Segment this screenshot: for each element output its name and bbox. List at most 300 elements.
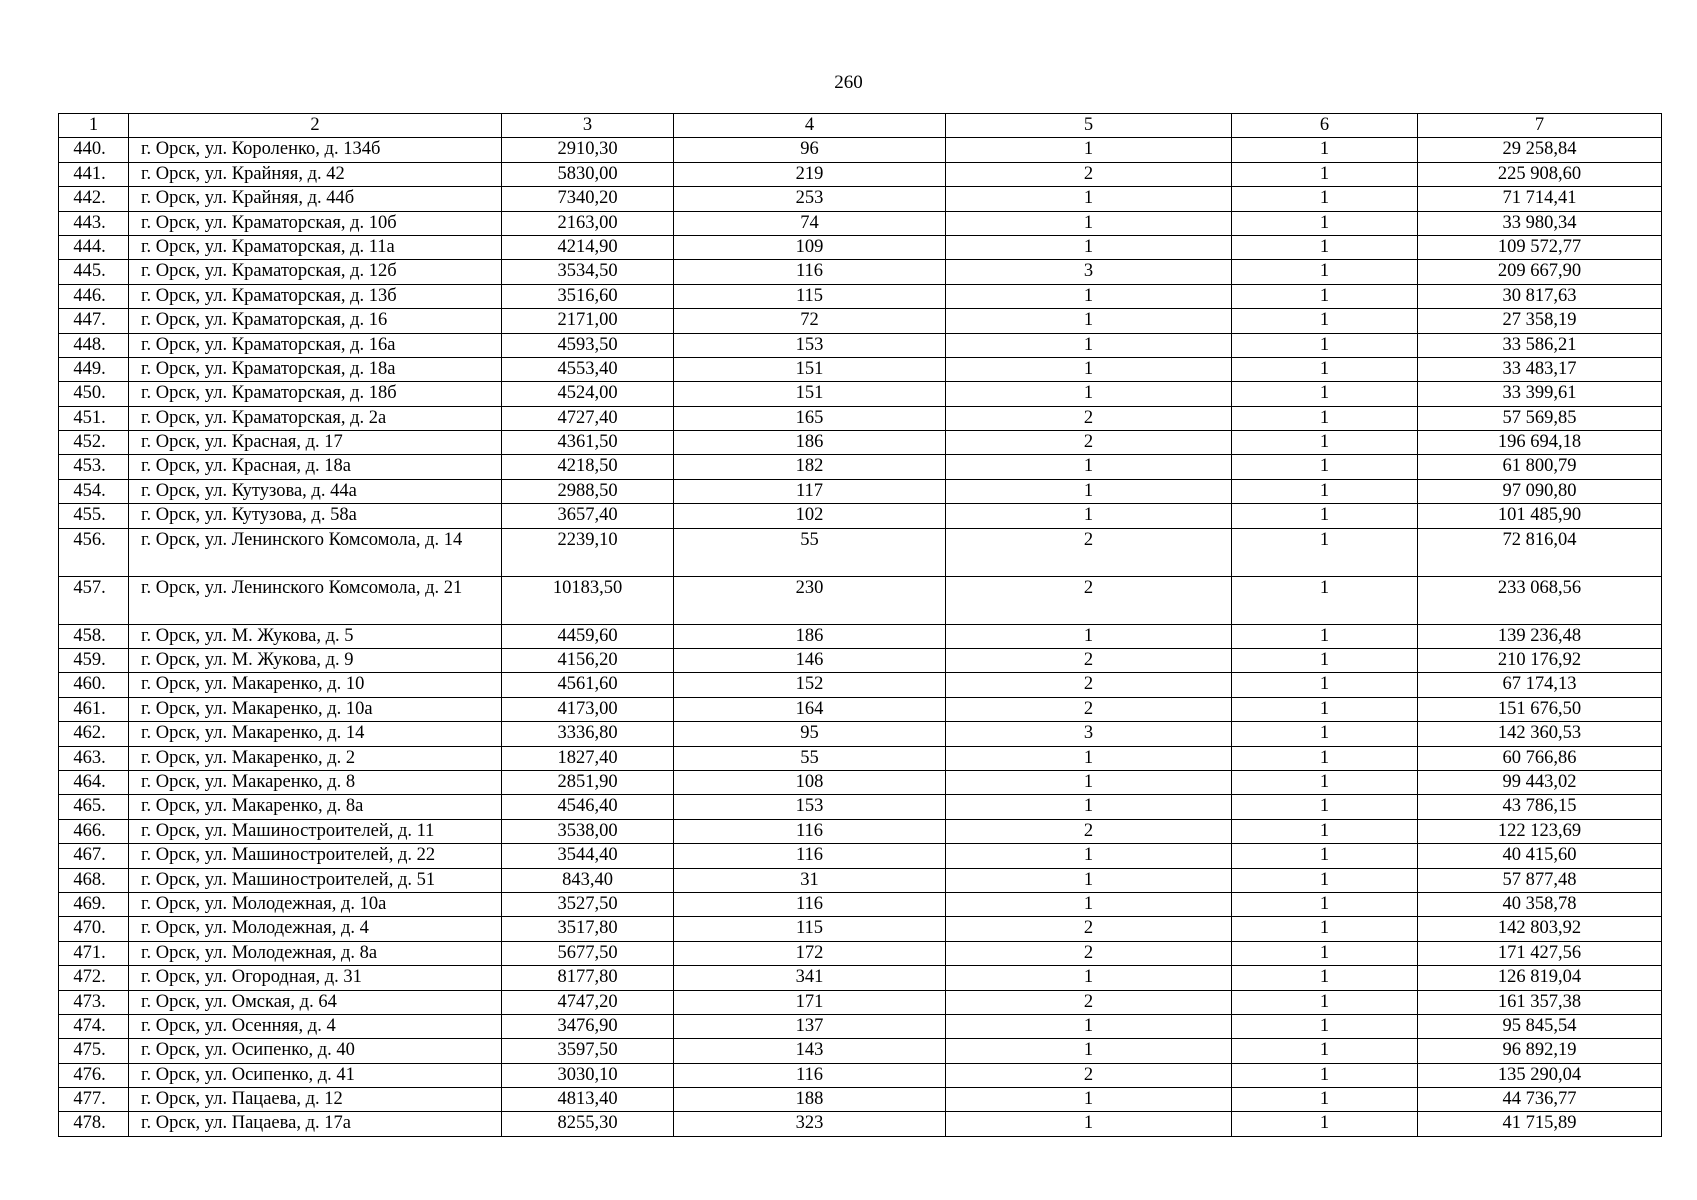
cell-count: 31 — [674, 868, 946, 892]
cell-address: г. Орск, ул. Краматорская, д. 10б — [129, 211, 502, 235]
cell-amount: 97 090,80 — [1418, 479, 1662, 503]
table-row — [59, 138, 1662, 162]
table-row — [59, 455, 1662, 479]
cell-value-5: 1 — [946, 746, 1232, 770]
cell-address: г. Орск, ул. Краматорская, д. 16 — [129, 309, 502, 333]
cell-value-6: 1 — [1232, 795, 1418, 819]
table-row — [59, 431, 1662, 455]
cell-row-index: 440. — [59, 138, 129, 162]
table-row — [59, 1039, 1662, 1063]
cell-value-6: 1 — [1232, 479, 1418, 503]
table-row — [59, 260, 1662, 284]
cell-area: 5830,00 — [502, 162, 674, 186]
cell-count: 152 — [674, 673, 946, 697]
cell-count: 74 — [674, 211, 946, 235]
cell-row-index: 451. — [59, 406, 129, 430]
table-row — [59, 406, 1662, 430]
cell-amount: 96 892,19 — [1418, 1039, 1662, 1063]
cell-value-6: 1 — [1232, 697, 1418, 721]
cell-amount: 41 715,89 — [1418, 1112, 1662, 1136]
cell-address: г. Орск, ул. Макаренко, д. 10а — [129, 697, 502, 721]
cell-area: 4214,90 — [502, 235, 674, 259]
table-row — [59, 941, 1662, 965]
table-row — [59, 284, 1662, 308]
table-row — [59, 528, 1662, 576]
cell-value-5: 1 — [946, 382, 1232, 406]
cell-count: 182 — [674, 455, 946, 479]
cell-amount: 151 676,50 — [1418, 697, 1662, 721]
cell-value-5: 2 — [946, 649, 1232, 673]
cell-row-index: 478. — [59, 1112, 129, 1136]
cell-count: 172 — [674, 941, 946, 965]
cell-area: 4173,00 — [502, 697, 674, 721]
cell-value-6: 1 — [1232, 819, 1418, 843]
table-row — [59, 1014, 1662, 1038]
cell-address: г. Орск, ул. Краматорская, д. 2а — [129, 406, 502, 430]
cell-amount: 29 258,84 — [1418, 138, 1662, 162]
cell-count: 151 — [674, 357, 946, 381]
cell-amount: 30 817,63 — [1418, 284, 1662, 308]
cell-row-index: 459. — [59, 649, 129, 673]
cell-value-5: 1 — [946, 211, 1232, 235]
cell-area: 4218,50 — [502, 455, 674, 479]
cell-value-6: 1 — [1232, 284, 1418, 308]
table-row — [59, 819, 1662, 843]
cell-address: г. Орск, ул. Машиностроителей, д. 11 — [129, 819, 502, 843]
column-header-6: 6 — [1232, 114, 1418, 138]
cell-row-index: 448. — [59, 333, 129, 357]
cell-count: 171 — [674, 990, 946, 1014]
table-row — [59, 211, 1662, 235]
cell-row-index: 466. — [59, 819, 129, 843]
table-row — [59, 892, 1662, 916]
cell-area: 3336,80 — [502, 722, 674, 746]
table-row — [59, 746, 1662, 770]
cell-row-index: 444. — [59, 235, 129, 259]
cell-count: 164 — [674, 697, 946, 721]
cell-amount: 95 845,54 — [1418, 1014, 1662, 1038]
table-row — [59, 624, 1662, 648]
cell-address: г. Орск, ул. Краматорская, д. 11а — [129, 235, 502, 259]
cell-row-index: 473. — [59, 990, 129, 1014]
cell-address: г. Орск, ул. Молодежная, д. 4 — [129, 917, 502, 941]
cell-count: 341 — [674, 966, 946, 990]
cell-address: г. Орск, ул. Машиностроителей, д. 22 — [129, 844, 502, 868]
cell-row-index: 443. — [59, 211, 129, 235]
cell-amount: 99 443,02 — [1418, 770, 1662, 794]
cell-address: г. Орск, ул. Крайняя, д. 44б — [129, 187, 502, 211]
cell-area: 5677,50 — [502, 941, 674, 965]
cell-value-6: 1 — [1232, 892, 1418, 916]
cell-value-6: 1 — [1232, 309, 1418, 333]
cell-value-5: 2 — [946, 576, 1232, 624]
cell-amount: 43 786,15 — [1418, 795, 1662, 819]
cell-amount: 209 667,90 — [1418, 260, 1662, 284]
cell-area: 7340,20 — [502, 187, 674, 211]
cell-value-5: 1 — [946, 868, 1232, 892]
cell-value-6: 1 — [1232, 844, 1418, 868]
cell-area: 4813,40 — [502, 1088, 674, 1112]
cell-value-5: 1 — [946, 795, 1232, 819]
cell-row-index: 442. — [59, 187, 129, 211]
table-row — [59, 1112, 1662, 1136]
table-row — [59, 235, 1662, 259]
table-row — [59, 917, 1662, 941]
column-header-1: 1 — [59, 114, 129, 138]
cell-count: 230 — [674, 576, 946, 624]
cell-row-index: 475. — [59, 1039, 129, 1063]
cell-value-6: 1 — [1232, 431, 1418, 455]
cell-value-5: 3 — [946, 722, 1232, 746]
cell-address: г. Орск, ул. Короленко, д. 134б — [129, 138, 502, 162]
cell-amount: 40 415,60 — [1418, 844, 1662, 868]
cell-value-6: 1 — [1232, 382, 1418, 406]
header-row — [59, 114, 1662, 138]
table-row — [59, 673, 1662, 697]
cell-amount: 233 068,56 — [1418, 576, 1662, 624]
cell-count: 153 — [674, 795, 946, 819]
cell-area: 3030,10 — [502, 1063, 674, 1087]
cell-value-5: 1 — [946, 187, 1232, 211]
cell-count: 137 — [674, 1014, 946, 1038]
cell-value-6: 1 — [1232, 649, 1418, 673]
cell-row-index: 441. — [59, 162, 129, 186]
cell-amount: 27 358,19 — [1418, 309, 1662, 333]
cell-value-5: 1 — [946, 1112, 1232, 1136]
cell-count: 165 — [674, 406, 946, 430]
cell-address: г. Орск, ул. Машиностроителей, д. 51 — [129, 868, 502, 892]
cell-value-6: 1 — [1232, 455, 1418, 479]
cell-row-index: 456. — [59, 528, 129, 576]
cell-address: г. Орск, ул. Краматорская, д. 18а — [129, 357, 502, 381]
cell-count: 115 — [674, 284, 946, 308]
cell-row-index: 468. — [59, 868, 129, 892]
cell-area: 4361,50 — [502, 431, 674, 455]
table-row — [59, 868, 1662, 892]
cell-amount: 72 816,04 — [1418, 528, 1662, 576]
cell-value-5: 1 — [946, 624, 1232, 648]
cell-row-index: 454. — [59, 479, 129, 503]
cell-value-6: 1 — [1232, 576, 1418, 624]
cell-value-5: 1 — [946, 357, 1232, 381]
cell-amount: 33 483,17 — [1418, 357, 1662, 381]
cell-amount: 210 176,92 — [1418, 649, 1662, 673]
page-number: 260 — [834, 72, 863, 93]
cell-value-5: 2 — [946, 162, 1232, 186]
cell-address: г. Орск, ул. Макаренко, д. 10 — [129, 673, 502, 697]
cell-value-6: 1 — [1232, 211, 1418, 235]
cell-value-5: 2 — [946, 697, 1232, 721]
cell-value-5: 2 — [946, 941, 1232, 965]
cell-row-index: 471. — [59, 941, 129, 965]
table-row — [59, 722, 1662, 746]
cell-value-6: 1 — [1232, 722, 1418, 746]
cell-value-6: 1 — [1232, 406, 1418, 430]
cell-address: г. Орск, ул. Красная, д. 18а — [129, 455, 502, 479]
cell-row-index: 464. — [59, 770, 129, 794]
cell-address: г. Орск, ул. Крайняя, д. 42 — [129, 162, 502, 186]
table-row — [59, 649, 1662, 673]
table-row — [59, 1063, 1662, 1087]
cell-value-5: 1 — [946, 333, 1232, 357]
column-header-7: 7 — [1418, 114, 1662, 138]
cell-area: 3516,60 — [502, 284, 674, 308]
cell-row-index: 446. — [59, 284, 129, 308]
cell-value-5: 1 — [946, 479, 1232, 503]
cell-amount: 122 123,69 — [1418, 819, 1662, 843]
cell-row-index: 476. — [59, 1063, 129, 1087]
cell-address: г. Орск, ул. Красная, д. 17 — [129, 431, 502, 455]
cell-amount: 61 800,79 — [1418, 455, 1662, 479]
cell-area: 4593,50 — [502, 333, 674, 357]
cell-address: г. Орск, ул. Молодежная, д. 10а — [129, 892, 502, 916]
cell-area: 8255,30 — [502, 1112, 674, 1136]
cell-address: г. Орск, ул. Макаренко, д. 8 — [129, 770, 502, 794]
cell-count: 55 — [674, 528, 946, 576]
cell-count: 72 — [674, 309, 946, 333]
cell-value-6: 1 — [1232, 1112, 1418, 1136]
table-row — [59, 990, 1662, 1014]
cell-area: 2163,00 — [502, 211, 674, 235]
cell-value-5: 1 — [946, 284, 1232, 308]
table-body — [59, 138, 1662, 1136]
cell-value-6: 1 — [1232, 357, 1418, 381]
cell-area: 3527,50 — [502, 892, 674, 916]
table-row — [59, 1088, 1662, 1112]
cell-amount: 33 980,34 — [1418, 211, 1662, 235]
cell-count: 108 — [674, 770, 946, 794]
cell-value-6: 1 — [1232, 162, 1418, 186]
column-header-2: 2 — [129, 114, 502, 138]
cell-value-5: 2 — [946, 819, 1232, 843]
cell-count: 117 — [674, 479, 946, 503]
cell-count: 96 — [674, 138, 946, 162]
cell-address: г. Орск, ул. Краматорская, д. 13б — [129, 284, 502, 308]
cell-amount: 71 714,41 — [1418, 187, 1662, 211]
cell-value-6: 1 — [1232, 528, 1418, 576]
cell-value-6: 1 — [1232, 1014, 1418, 1038]
cell-count: 153 — [674, 333, 946, 357]
cell-address: г. Орск, ул. Осипенко, д. 41 — [129, 1063, 502, 1087]
cell-amount: 44 736,77 — [1418, 1088, 1662, 1112]
table-row — [59, 966, 1662, 990]
cell-area: 4524,00 — [502, 382, 674, 406]
cell-address: г. Орск, ул. Пацаева, д. 12 — [129, 1088, 502, 1112]
cell-value-5: 2 — [946, 528, 1232, 576]
cell-count: 116 — [674, 892, 946, 916]
cell-row-index: 477. — [59, 1088, 129, 1112]
cell-count: 102 — [674, 504, 946, 528]
cell-value-5: 2 — [946, 990, 1232, 1014]
cell-value-6: 1 — [1232, 333, 1418, 357]
cell-area: 3517,80 — [502, 917, 674, 941]
cell-value-5: 1 — [946, 235, 1232, 259]
cell-count: 151 — [674, 382, 946, 406]
cell-amount: 161 357,38 — [1418, 990, 1662, 1014]
table-row — [59, 309, 1662, 333]
cell-area: 4546,40 — [502, 795, 674, 819]
column-header-4: 4 — [674, 114, 946, 138]
cell-row-index: 450. — [59, 382, 129, 406]
cell-area: 843,40 — [502, 868, 674, 892]
cell-area: 3476,90 — [502, 1014, 674, 1038]
cell-value-5: 1 — [946, 1039, 1232, 1063]
cell-address: г. Орск, ул. Краматорская, д. 12б — [129, 260, 502, 284]
cell-value-6: 1 — [1232, 187, 1418, 211]
cell-value-6: 1 — [1232, 868, 1418, 892]
cell-address: г. Орск, ул. Огородная, д. 31 — [129, 966, 502, 990]
cell-area: 2171,00 — [502, 309, 674, 333]
cell-address: г. Орск, ул. М. Жукова, д. 5 — [129, 624, 502, 648]
cell-area: 3534,50 — [502, 260, 674, 284]
cell-value-6: 1 — [1232, 624, 1418, 648]
cell-row-index: 463. — [59, 746, 129, 770]
cell-row-index: 470. — [59, 917, 129, 941]
cell-address: г. Орск, ул. Пацаева, д. 17а — [129, 1112, 502, 1136]
cell-value-6: 1 — [1232, 966, 1418, 990]
table-row — [59, 187, 1662, 211]
cell-area: 2851,90 — [502, 770, 674, 794]
cell-value-5: 1 — [946, 770, 1232, 794]
cell-address: г. Орск, ул. Краматорская, д. 16а — [129, 333, 502, 357]
table-row — [59, 795, 1662, 819]
cell-area: 10183,50 — [502, 576, 674, 624]
cell-value-5: 1 — [946, 504, 1232, 528]
cell-address: г. Орск, ул. Кутузова, д. 44а — [129, 479, 502, 503]
cell-value-6: 1 — [1232, 1039, 1418, 1063]
cell-area: 3597,50 — [502, 1039, 674, 1063]
cell-value-5: 1 — [946, 309, 1232, 333]
cell-area: 4561,60 — [502, 673, 674, 697]
cell-amount: 109 572,77 — [1418, 235, 1662, 259]
cell-value-5: 1 — [946, 1014, 1232, 1038]
cell-count: 109 — [674, 235, 946, 259]
cell-area: 4747,20 — [502, 990, 674, 1014]
cell-area: 2910,30 — [502, 138, 674, 162]
cell-amount: 142 360,53 — [1418, 722, 1662, 746]
cell-count: 188 — [674, 1088, 946, 1112]
cell-value-6: 1 — [1232, 504, 1418, 528]
cell-value-6: 1 — [1232, 770, 1418, 794]
cell-address: г. Орск, ул. Макаренко, д. 8а — [129, 795, 502, 819]
cell-value-5: 1 — [946, 1088, 1232, 1112]
table-row — [59, 479, 1662, 503]
cell-count: 219 — [674, 162, 946, 186]
cell-address: г. Орск, ул. Молодежная, д. 8а — [129, 941, 502, 965]
cell-amount: 40 358,78 — [1418, 892, 1662, 916]
cell-value-5: 2 — [946, 406, 1232, 430]
cell-amount: 126 819,04 — [1418, 966, 1662, 990]
cell-row-index: 452. — [59, 431, 129, 455]
cell-count: 116 — [674, 1063, 946, 1087]
cell-row-index: 472. — [59, 966, 129, 990]
cell-amount: 225 908,60 — [1418, 162, 1662, 186]
cell-amount: 33 586,21 — [1418, 333, 1662, 357]
cell-address: г. Орск, ул. Осипенко, д. 40 — [129, 1039, 502, 1063]
cell-value-5: 2 — [946, 1063, 1232, 1087]
table-row — [59, 576, 1662, 624]
cell-row-index: 467. — [59, 844, 129, 868]
cell-value-6: 1 — [1232, 138, 1418, 162]
cell-row-index: 458. — [59, 624, 129, 648]
cell-value-6: 1 — [1232, 990, 1418, 1014]
cell-row-index: 462. — [59, 722, 129, 746]
cell-row-index: 457. — [59, 576, 129, 624]
table-row — [59, 504, 1662, 528]
cell-address: г. Орск, ул. Ленинского Комсомола, д. 21 — [129, 576, 502, 624]
table-header — [59, 114, 1662, 138]
cell-area: 3657,40 — [502, 504, 674, 528]
cell-area: 2239,10 — [502, 528, 674, 576]
cell-amount: 142 803,92 — [1418, 917, 1662, 941]
cell-amount: 135 290,04 — [1418, 1063, 1662, 1087]
cell-address: г. Орск, ул. Омская, д. 64 — [129, 990, 502, 1014]
cell-value-6: 1 — [1232, 917, 1418, 941]
cell-address: г. Орск, ул. Макаренко, д. 14 — [129, 722, 502, 746]
cell-value-5: 1 — [946, 892, 1232, 916]
table-row — [59, 162, 1662, 186]
cell-row-index: 447. — [59, 309, 129, 333]
cell-row-index: 474. — [59, 1014, 129, 1038]
cell-value-6: 1 — [1232, 1063, 1418, 1087]
cell-row-index: 455. — [59, 504, 129, 528]
cell-amount: 101 485,90 — [1418, 504, 1662, 528]
cell-row-index: 449. — [59, 357, 129, 381]
cell-amount: 57 569,85 — [1418, 406, 1662, 430]
cell-amount: 196 694,18 — [1418, 431, 1662, 455]
cell-amount: 33 399,61 — [1418, 382, 1662, 406]
cell-amount: 57 877,48 — [1418, 868, 1662, 892]
table-row — [59, 844, 1662, 868]
cell-value-5: 1 — [946, 844, 1232, 868]
table-row — [59, 333, 1662, 357]
cell-value-6: 1 — [1232, 1088, 1418, 1112]
cell-amount: 139 236,48 — [1418, 624, 1662, 648]
cell-value-5: 2 — [946, 673, 1232, 697]
cell-area: 2988,50 — [502, 479, 674, 503]
table-row — [59, 770, 1662, 794]
cell-count: 55 — [674, 746, 946, 770]
cell-address: г. Орск, ул. Осенняя, д. 4 — [129, 1014, 502, 1038]
cell-row-index: 453. — [59, 455, 129, 479]
cell-value-6: 1 — [1232, 235, 1418, 259]
cell-value-5: 1 — [946, 138, 1232, 162]
cell-amount: 67 174,13 — [1418, 673, 1662, 697]
cell-count: 186 — [674, 624, 946, 648]
cell-count: 116 — [674, 260, 946, 284]
cell-value-6: 1 — [1232, 746, 1418, 770]
cell-area: 4459,60 — [502, 624, 674, 648]
cell-count: 186 — [674, 431, 946, 455]
column-header-3: 3 — [502, 114, 674, 138]
table-row — [59, 382, 1662, 406]
cell-row-index: 469. — [59, 892, 129, 916]
cell-count: 143 — [674, 1039, 946, 1063]
cell-count: 116 — [674, 844, 946, 868]
cell-count: 253 — [674, 187, 946, 211]
cell-area: 3544,40 — [502, 844, 674, 868]
cell-row-index: 461. — [59, 697, 129, 721]
cell-count: 95 — [674, 722, 946, 746]
cell-amount: 171 427,56 — [1418, 941, 1662, 965]
table-row — [59, 357, 1662, 381]
cell-area: 1827,40 — [502, 746, 674, 770]
cell-value-5: 2 — [946, 917, 1232, 941]
cell-area: 3538,00 — [502, 819, 674, 843]
cell-address: г. Орск, ул. Макаренко, д. 2 — [129, 746, 502, 770]
table-row — [59, 697, 1662, 721]
cell-value-6: 1 — [1232, 260, 1418, 284]
